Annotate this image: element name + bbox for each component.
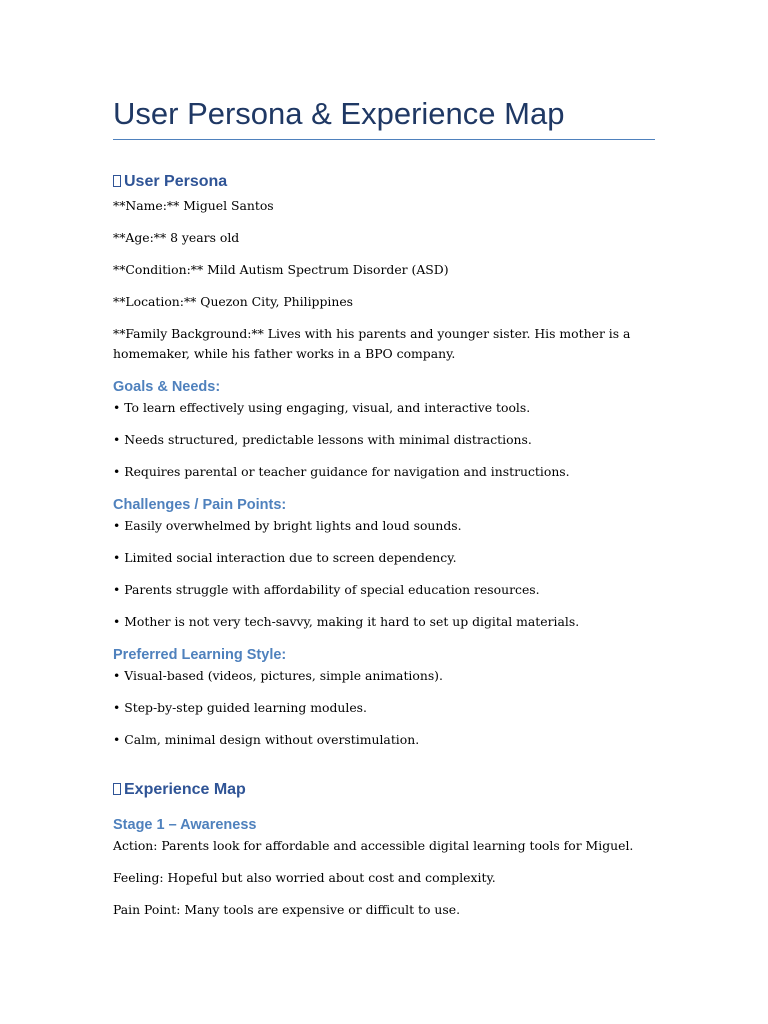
- user-persona-heading: [113, 168, 673, 196]
- missing-glyph-icon: [113, 783, 121, 795]
- persona-age: **Age:** 8 years old: [113, 230, 240, 245]
- goals-item: • To learn effectively using engaging, visual, and interactive tools.: [113, 400, 531, 415]
- missing-glyph-icon: [113, 175, 121, 187]
- persona-location: **Location:** Quezon City, Philippines: [113, 294, 354, 309]
- learning-style-item: • Step-by-step guided learning modules.: [113, 700, 367, 715]
- persona-family-line-2: homemaker, while his father works in a BPO company.: [113, 346, 456, 361]
- learning-style-heading: Preferred Learning Style:: [113, 647, 287, 663]
- persona-family-line-1: **Family Background:** Lives with his parents and younger sister. His mother is a: [113, 326, 631, 341]
- goals-item: • Requires parental or teacher guidance for navigation and instructions.: [113, 464, 570, 479]
- persona-condition: **Condition:** Mild Autism Spectrum Disorder (ASD): [113, 262, 449, 277]
- stage-1-pain-point: Pain Point: Many tools are expensive or difficult to use.: [113, 902, 461, 917]
- learning-style-item: • Visual-based (videos, pictures, simple animations).: [113, 668, 443, 683]
- goals-heading: Goals & Needs:: [113, 379, 221, 395]
- document-title: User Persona & Experience Map: [113, 96, 565, 131]
- user-persona-heading-text: User Persona: [124, 173, 228, 190]
- challenges-item: • Mother is not very tech-savvy, making it hard to set up digital materials.: [113, 614, 580, 629]
- experience-map-heading: [113, 776, 673, 804]
- persona-name: **Name:** Miguel Santos: [113, 198, 274, 213]
- document-body: [113, 168, 673, 920]
- goals-item: • Needs structured, predictable lessons with minimal distractions.: [113, 432, 532, 447]
- challenges-heading: Challenges / Pain Points:: [113, 497, 287, 513]
- experience-map-heading-text: Experience Map: [124, 781, 246, 798]
- title-underline: [113, 139, 655, 140]
- learning-style-item: • Calm, minimal design without overstimulation.: [113, 732, 420, 747]
- stage-1-action: Action: Parents look for affordable and accessible digital learning tools for Miguel.: [113, 838, 634, 853]
- stage-1-heading: Stage 1 – Awareness: [113, 817, 257, 833]
- challenges-item: • Limited social interaction due to screen dependency.: [113, 550, 457, 565]
- stage-1-feeling: Feeling: Hopeful but also worried about cost and complexity.: [113, 870, 496, 885]
- challenges-item: • Parents struggle with affordability of special education resources.: [113, 582, 540, 597]
- challenges-item: • Easily overwhelmed by bright lights and loud sounds.: [113, 518, 462, 533]
